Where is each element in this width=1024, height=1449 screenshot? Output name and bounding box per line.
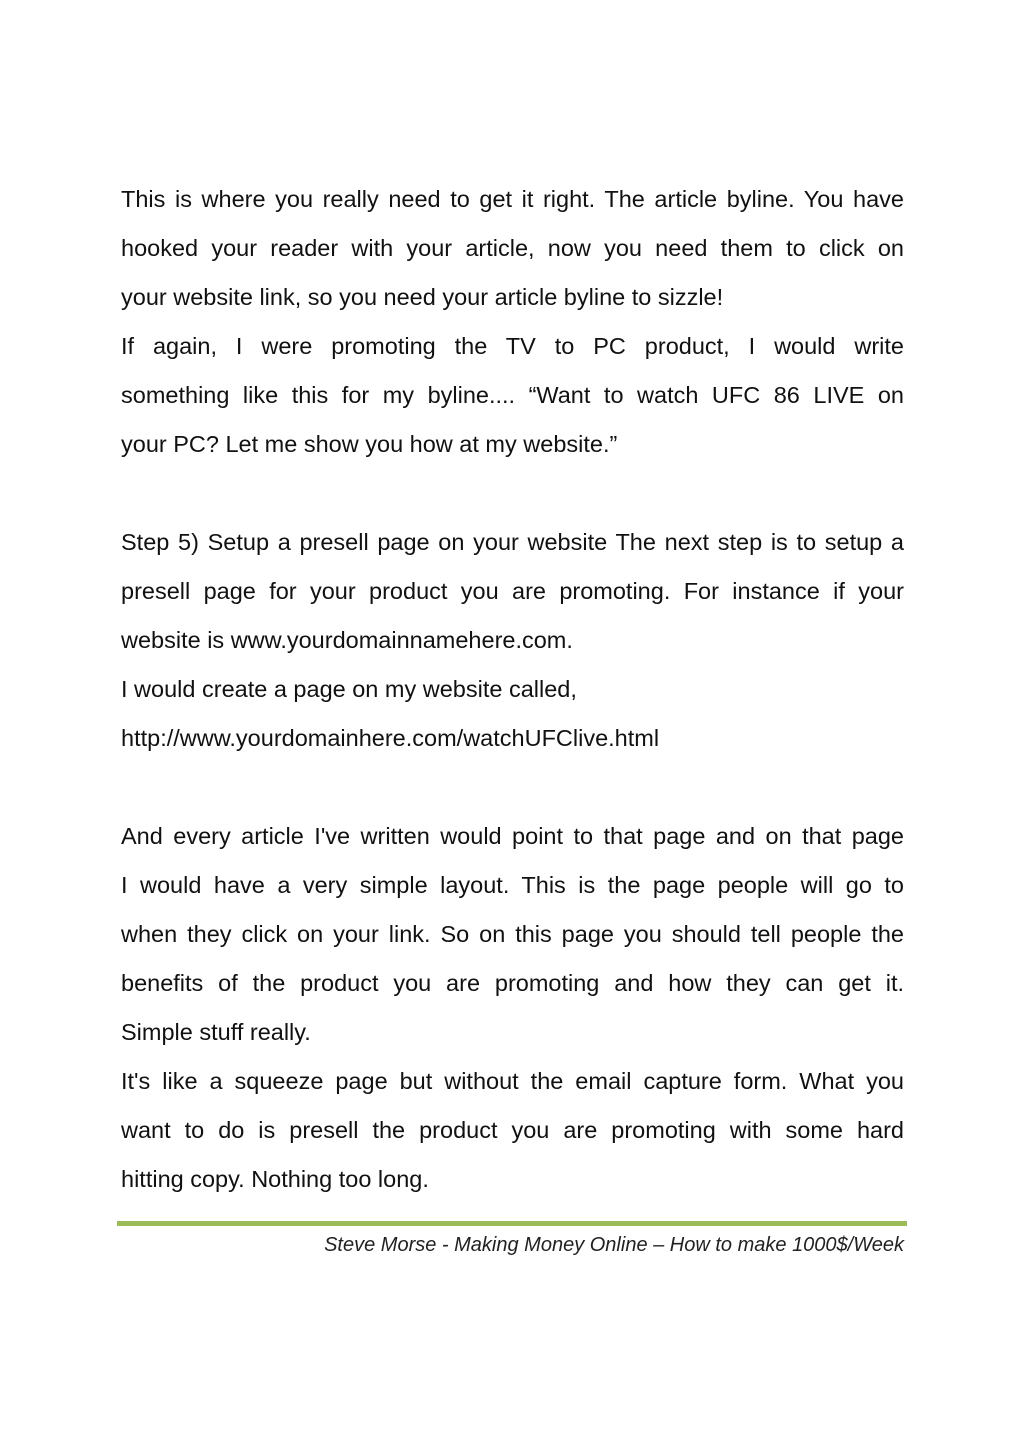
paragraph-squeeze-page	[121, 1057, 904, 1204]
footer-title: Steve Morse - Making Money Online – How to make 1000$/Week	[324, 1234, 904, 1256]
text-line: your PC? Let me show you how at my website.”	[121, 431, 618, 457]
paragraph-step-5	[121, 518, 904, 665]
paragraph-presell-layout	[121, 812, 904, 1057]
text-line: benefits of the product you are promoting and how they can get it.	[121, 970, 904, 996]
document-page	[121, 175, 904, 1204]
text-line: It's like a squeeze page but without the email capture form. What you	[121, 1068, 904, 1094]
text-line: Simple stuff really.	[121, 1019, 311, 1045]
text-line: I would create a page on my website called,	[121, 676, 577, 702]
paragraph-create-page	[121, 665, 904, 763]
footer-divider	[117, 1221, 907, 1226]
paragraph-spacer	[121, 763, 904, 812]
text-line: something like this for my byline.... “Want to watch UFC 86 LIVE on	[121, 382, 904, 408]
text-line: hitting copy. Nothing too long.	[121, 1166, 429, 1192]
paragraph-spacer	[121, 469, 904, 518]
text-line: Step 5) Setup a presell page on your website The next step is to setup a	[121, 529, 904, 555]
text-line: website is www.yourdomainnamehere.com.	[121, 627, 573, 653]
paragraph-byline-intro	[121, 175, 904, 322]
text-line: presell page for your product you are promoting. For instance if your	[121, 578, 904, 604]
text-line: I would have a very simple layout. This is the page people will go to	[121, 872, 904, 898]
text-line: And every article I've written would point to that page and on that page	[121, 823, 904, 849]
text-line: This is where you really need to get it right. The article byline. You have	[121, 186, 904, 212]
example-url: http://www.yourdomainhere.com/watchUFClive.html	[121, 725, 660, 751]
text-line: hooked your reader with your article, now you need them to click on	[121, 235, 904, 261]
text-line: want to do is presell the product you are promoting with some hard	[121, 1117, 904, 1143]
text-line: If again, I were promoting the TV to PC product, I would write	[121, 333, 904, 359]
text-line: when they click on your link. So on this page you should tell people the	[121, 921, 904, 947]
paragraph-byline-example	[121, 322, 904, 469]
text-line: your website link, so you need your article byline to sizzle!	[121, 284, 724, 310]
